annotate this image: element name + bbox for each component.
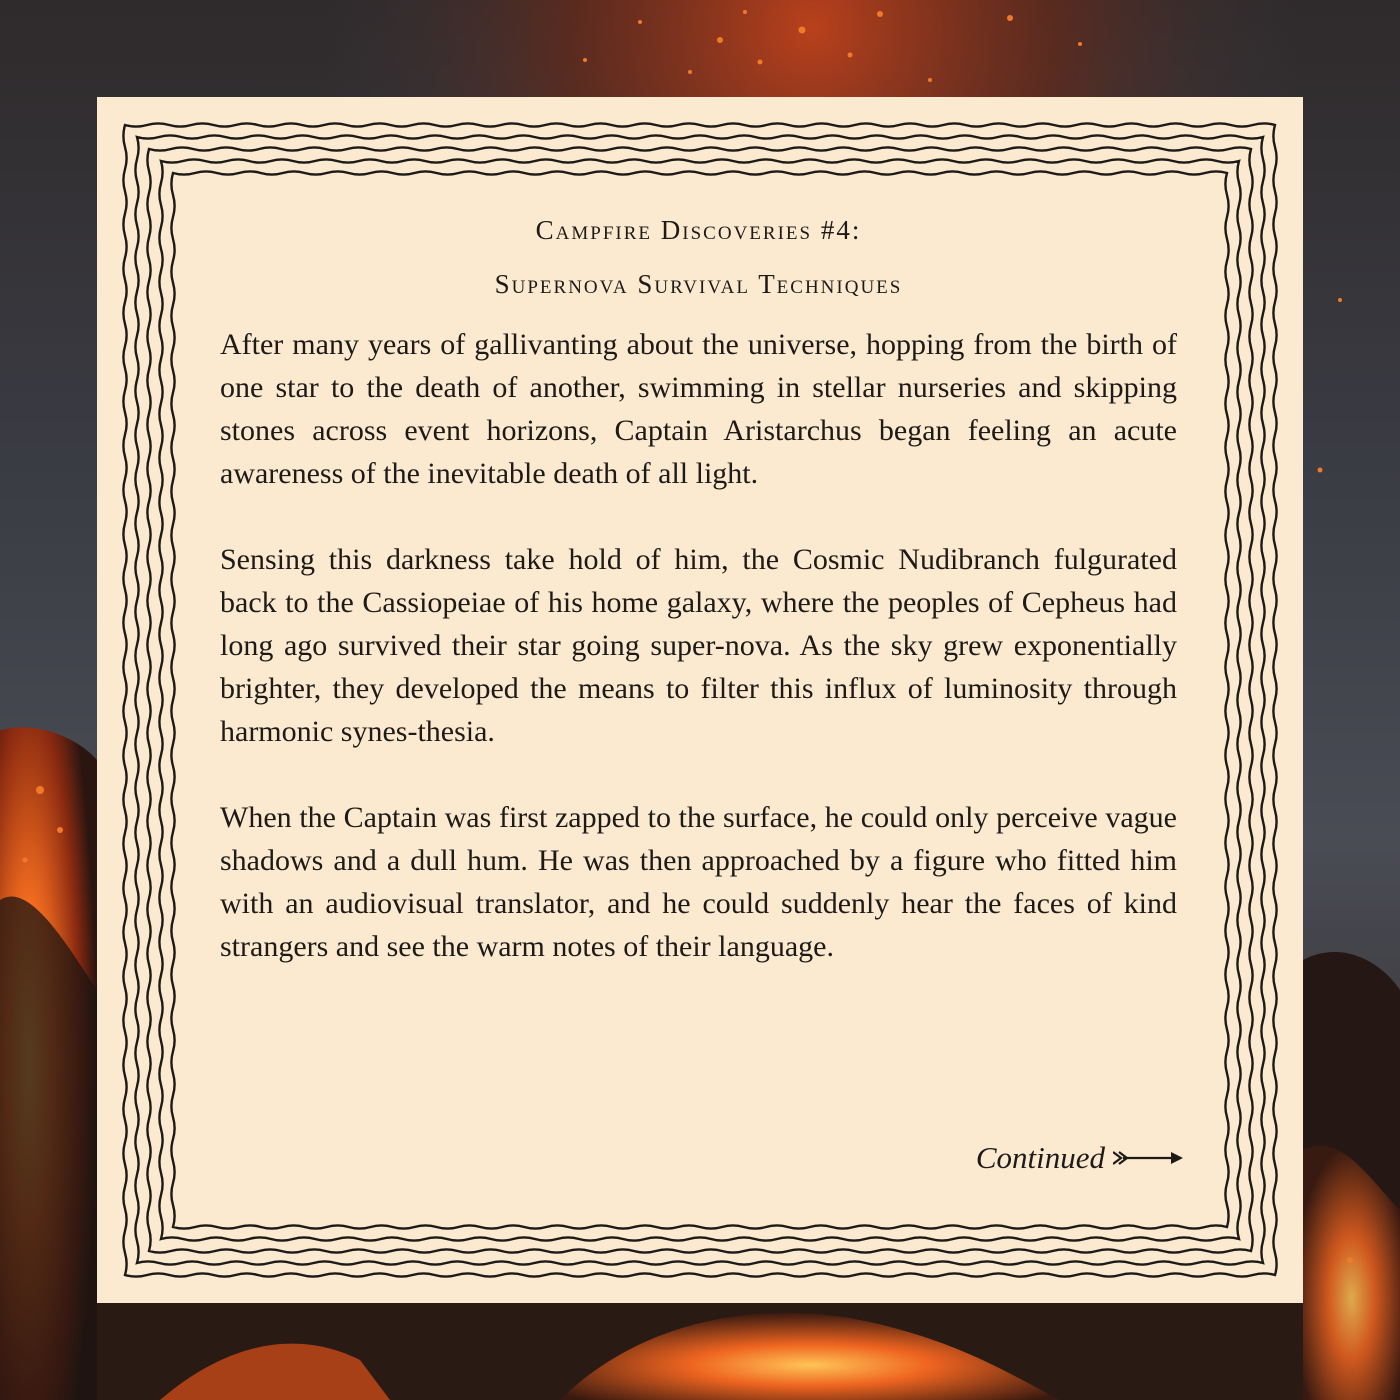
story-body xyxy=(220,323,1177,968)
paragraph-2: Sensing this darkness take hold of him, the Cosmic Nudibranch fulgurated back to the Cassiopeiae of his home galaxy, where the peoples of Cepheus had long ago survived their star going super-nova. As the sky grew exponentially brighter, they developed the means to filter this influx of luminosity through harmonic synes-thesia. xyxy=(220,543,1177,748)
continued-link[interactable] xyxy=(976,1140,1185,1176)
story-card xyxy=(97,97,1303,1303)
continued-label: Continued xyxy=(975,1140,1105,1175)
heading-line-1: Campfire Discoveries #4: xyxy=(535,215,862,245)
heading-line-2: Supernova Survival Techniques xyxy=(494,269,903,299)
paragraph-1: After many years of gallivanting about the universe, hopping from the birth of one star to the death of another, swimming in stellar nurseries and skipping stones across event horizons, Captain Aristarchus began feeling an acute awareness of the inevitable death of all light. xyxy=(220,328,1177,490)
paragraph-3: When the Captain was first zapped to the surface, he could only perceive vague shadows and a dull hum. He was then approached by a figure who fitted him with an audiovisual translator, and he could suddenly hear the faces of kind strangers and see the warm notes of their language. xyxy=(220,801,1177,963)
card-content xyxy=(220,197,1177,1197)
arrow-right-icon xyxy=(1113,1148,1185,1168)
